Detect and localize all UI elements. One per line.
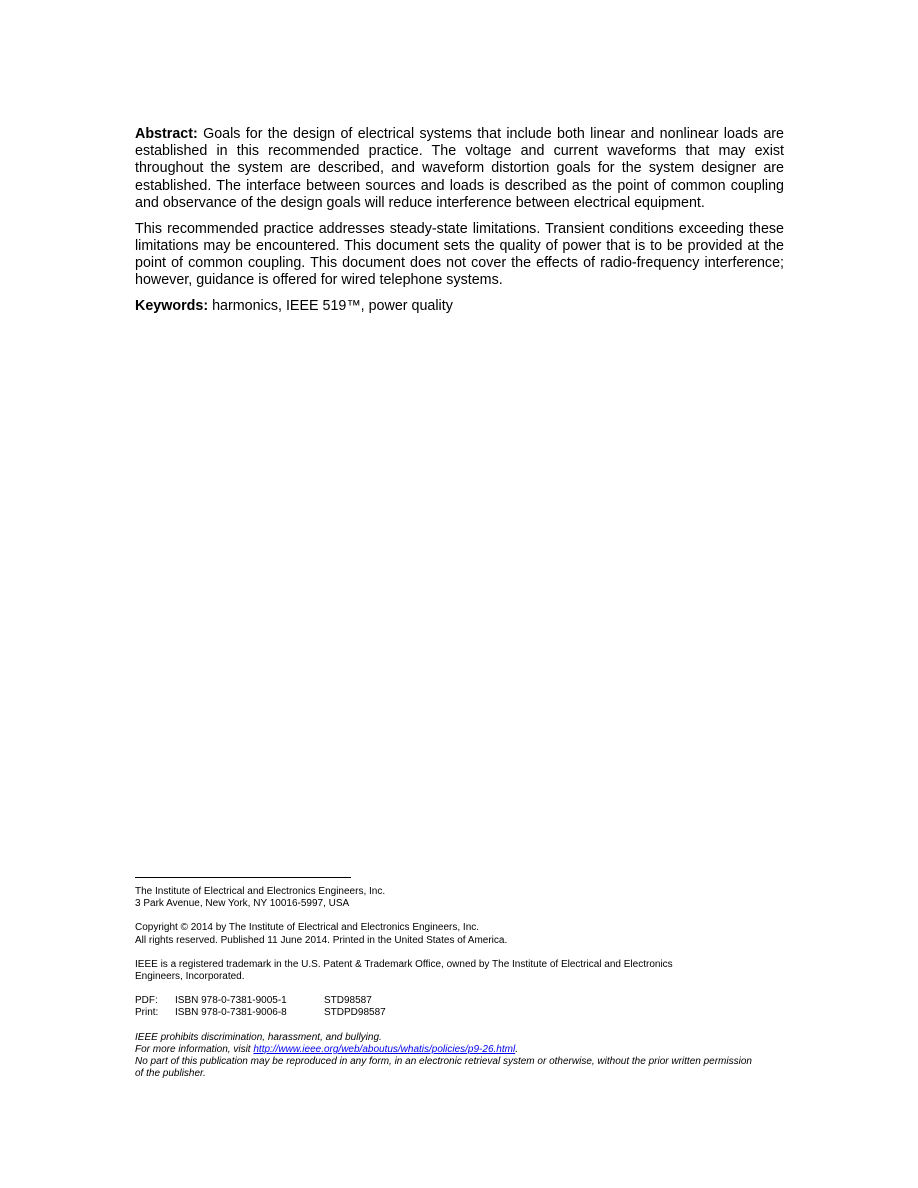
isbn-code: STD98587 — [324, 995, 372, 1007]
publisher-address: 3 Park Avenue, New York, NY 10016-5997, USA — [135, 898, 350, 910]
isbn-code: STDPD98587 — [324, 1007, 386, 1019]
policy-link[interactable]: http://www.ieee.org/web/aboutus/whatis/policies/p9-26.html — [253, 1043, 516, 1055]
footer — [135, 886, 784, 1080]
isbn-number: ISBN 978-0-7381-9005-1 — [175, 995, 287, 1007]
trademark-line-1: IEEE is a registered trademark in the U.S. Patent & Trademark Office, owned by The Institute of Electrical and Electronics — [135, 958, 673, 970]
info-line — [135, 1044, 784, 1056]
isbn-format: PDF: — [135, 995, 158, 1007]
isbn-number: ISBN 978-0-7381-9006-8 — [175, 1007, 287, 1019]
keywords-label: Keywords: — [135, 297, 209, 314]
policy-line: IEEE prohibits discrimination, harassment, and bullying. — [135, 1031, 382, 1043]
trademark-block — [135, 959, 784, 983]
isbn-row-pdf — [135, 995, 784, 1007]
abstract-paragraph — [135, 126, 784, 212]
abstract-text: Goals for the design of electrical systems that include both linear and nonlinear loads are established in this recommended practice. The voltage and current waveforms that may exist throughout the system are described, and waveform distortion goals for the system designer are established. The interface between sources and loads is described as the point of common coupling and observance of the design goals will reduce interference between electrical equipment. — [135, 126, 784, 211]
copyright-line: Copyright © 2014 by The Institute of Electrical and Electronics Engineers, Inc. — [135, 922, 480, 934]
main-content — [135, 126, 784, 315]
keywords-text: harmonics, IEEE 519™, power quality — [208, 297, 453, 314]
reproduction-line-1: No part of this publication may be reproduced in any form, in an electronic retrieval system or otherwise, without the prior written permission — [135, 1056, 752, 1068]
footnote-divider — [135, 877, 351, 878]
policy-block — [135, 1032, 784, 1081]
isbn-block — [135, 995, 784, 1019]
trademark-line-2: Engineers, Incorporated. — [135, 971, 245, 983]
info-prefix: For more information, visit — [135, 1043, 254, 1055]
publisher-name: The Institute of Electrical and Electronics Engineers, Inc. — [135, 886, 386, 897]
isbn-row-print — [135, 1007, 784, 1019]
isbn-format: Print: — [135, 1007, 159, 1019]
info-suffix: . — [515, 1043, 518, 1055]
copyright-block — [135, 922, 784, 946]
abstract-label: Abstract: — [135, 126, 198, 142]
keywords-paragraph — [135, 298, 784, 315]
rights-line: All rights reserved. Published 11 June 2014. Printed in the United States of America. — [135, 934, 508, 946]
publisher-block — [135, 886, 784, 910]
scope-paragraph: This recommended practice addresses steady-state limitations. Transient conditions exceeding these limitations may be encountered. This document sets the quality of power that is to be provided at the point of common coupling. This document does not cover the effects of radio-frequency interference; however, guidance is offered for wired telephone systems. — [135, 220, 784, 289]
reproduction-line-2: of the publisher. — [135, 1068, 206, 1080]
